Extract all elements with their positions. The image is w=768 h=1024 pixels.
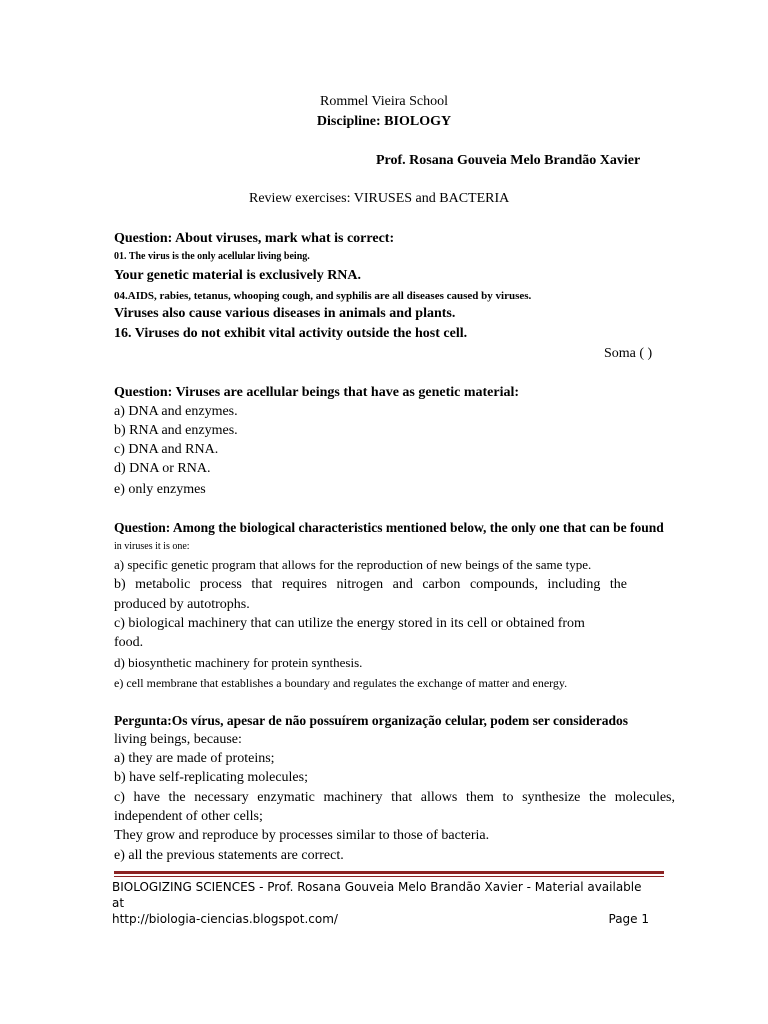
- q4-option: b) have self-replicating molecules;: [114, 770, 308, 785]
- q2-option: b) RNA and enzymes.: [114, 423, 238, 438]
- q1-item: Your genetic material is exclusively RNA.: [114, 268, 362, 283]
- q4-prompt-cont: living beings, because:: [114, 732, 242, 747]
- q4-option: e) all the previous statements are correct.: [114, 848, 344, 863]
- q4-option: independent of other cells;: [114, 809, 263, 824]
- q3-option: b) metabolic process that requires nitrogen and carbon compounds, including the: [114, 577, 627, 592]
- footer-url-link[interactable]: http://biologia-ciencias.blogspot.com/: [112, 912, 338, 926]
- q4-option: c) have the necessary enzymatic machinery that allows them to synthesize the molecules,: [114, 790, 675, 805]
- footer-source-line: BIOLOGIZING SCIENCES - Prof. Rosana Gouveia Melo Brandão Xavier - Material available at: [112, 880, 642, 910]
- footer-divider-thin: [114, 876, 664, 877]
- footer-row: [112, 911, 649, 927]
- q2-option: a) DNA and enzymes.: [114, 404, 238, 419]
- q3-option: e) cell membrane that establishes a boundary and regulates the exchange of matter and energy.: [114, 676, 568, 690]
- q4-option: a) they are made of proteins;: [114, 751, 275, 766]
- discipline-title: Discipline: BIOLOGY: [316, 114, 452, 129]
- q2-option: e) only enzymes: [114, 482, 206, 497]
- q3-prompt-cont: in viruses it is one:: [114, 541, 190, 552]
- q3-prompt: Question: Among the biological characteristics mentioned below, the only one that can be found: [114, 520, 664, 535]
- q3-option: c) biological machinery that can utilize the energy stored in its cell or obtained from: [114, 616, 585, 631]
- q1-item: 01. The virus is the only acellular living being.: [114, 251, 310, 262]
- page-number: Page 1: [608, 912, 649, 926]
- review-subtitle: Review exercises: VIRUSES and BACTERIA: [249, 191, 510, 206]
- q2-prompt: Question: Viruses are acellular beings that have as genetic material:: [114, 385, 520, 400]
- q1-item: Viruses also cause various diseases in animals and plants.: [114, 306, 456, 321]
- q2-option: d) DNA or RNA.: [114, 461, 211, 476]
- footer-divider-thick: [114, 871, 664, 874]
- soma-label: Soma ( ): [604, 346, 653, 361]
- school-name: Rommel Vieira School: [320, 94, 448, 109]
- q1-prompt: Question: About viruses, mark what is correct:: [114, 231, 395, 246]
- q1-item: 04.AIDS, rabies, tetanus, whooping cough, and syphilis are all diseases caused by viruses.: [114, 290, 532, 302]
- q2-option: c) DNA and RNA.: [114, 442, 219, 457]
- q4-option: They grow and reproduce by processes similar to those of bacteria.: [114, 828, 490, 843]
- page-footer: [112, 879, 649, 927]
- q3-option: food.: [114, 635, 144, 650]
- q4-prompt: Pergunta:Os vírus, apesar de não possuírem organização celular, podem ser considerados: [114, 713, 629, 728]
- professor-name: Prof. Rosana Gouveia Melo Brandão Xavier: [376, 153, 641, 168]
- q3-option: produced by autotrophs.: [114, 597, 250, 612]
- q3-option: d) biosynthetic machinery for protein synthesis.: [114, 655, 363, 670]
- q3-option: a) specific genetic program that allows for the reproduction of new beings of the same type.: [114, 557, 592, 572]
- q1-item: 16. Viruses do not exhibit vital activity outside the host cell.: [114, 326, 468, 341]
